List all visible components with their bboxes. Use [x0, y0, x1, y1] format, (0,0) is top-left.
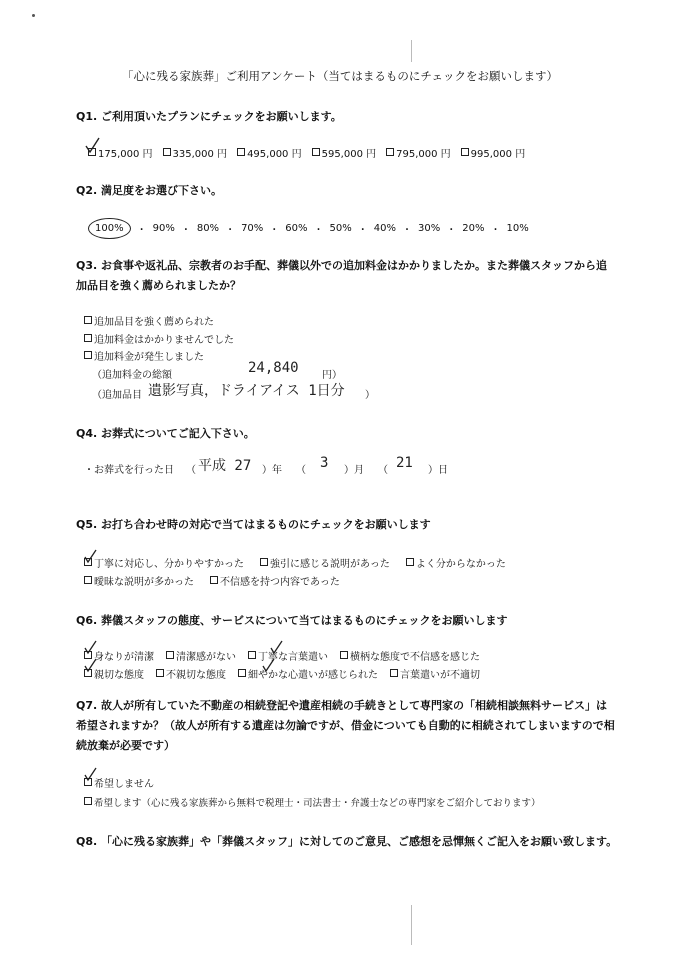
checkbox-icon[interactable] [156, 669, 164, 677]
q2-question: Q2. 満足度をお選び下さい。 [76, 184, 223, 197]
q3-question: Q3. お食事や返礼品、宗教者のお手配、葬儀以外での追加料金はかかりましたか。また葬儀スタッフから追加品目を強く薦められましたか？ [76, 259, 608, 292]
separator: ・ [402, 225, 412, 236]
q4-era-year[interactable]: 平成 27 [198, 458, 252, 474]
q3-option[interactable]: 追加料金はかかりませんでした [84, 331, 234, 346]
checkmark-icon [84, 658, 98, 674]
satisfaction-option-selected[interactable]: 100% [88, 218, 131, 239]
q1-question: Q1. ご利用頂いたプランにチェックをお願いします。 [76, 110, 342, 123]
q8-question: Q8. 「心に残る家族葬」や「葬儀スタッフ」に対してのご意見、ご感想を忌憚無くご記入をお願い致します。 [76, 835, 618, 848]
survey-title: 「心に残る家族葬」ご利用アンケート（当てはまるものにチェックをお願いします） [122, 69, 558, 83]
separator: ・ [357, 225, 368, 236]
q4-question: Q4. お葬式についてご記入下さい。 [76, 427, 255, 440]
separator: ・ [446, 225, 457, 236]
plan-option[interactable]: 795,000 円 [386, 145, 451, 160]
plan-option[interactable]: 335,000 円 [163, 145, 228, 160]
q3-total-value[interactable]: 24,840 [248, 360, 299, 376]
checkmark-icon [85, 137, 101, 155]
q5-option[interactable]: 不信感を持つ内容であった [210, 573, 340, 588]
plan-option[interactable]: 995,000 円 [461, 145, 526, 160]
scan-artifact-line [411, 40, 412, 62]
q6-option[interactable]: 親切な態度 [84, 666, 144, 681]
separator: ・ [313, 225, 324, 236]
q6-question: Q6. 葬儀スタッフの態度、サービスについて当てはまるものにチェックをお願いします [76, 614, 508, 627]
checkmark-icon [84, 549, 98, 565]
q7-option[interactable]: 希望します（心に残る家族葬から無料で税理士・司法書士・弁護士などの専門家をご紹介しております） [84, 795, 541, 809]
checkbox-icon[interactable] [390, 669, 398, 677]
satisfaction-option[interactable]: 90% [152, 223, 175, 234]
plan-option[interactable]: 175,000 円 [88, 145, 153, 160]
checkbox-icon[interactable] [237, 148, 245, 156]
q5-question: Q5. お打ち合わせ時の対応で当てはまるものにチェックをお願いします [76, 518, 431, 531]
q6-option[interactable]: 横柄な態度で不信感を感じた [340, 648, 480, 663]
checkbox-icon[interactable] [312, 148, 320, 156]
checkmark-icon [84, 640, 98, 656]
satisfaction-option[interactable]: 60% [285, 223, 308, 234]
checkbox-icon[interactable] [238, 669, 246, 677]
q4-paren: （ [186, 465, 196, 476]
satisfaction-option[interactable]: 40% [373, 223, 396, 234]
plan-option[interactable]: 595,000 円 [312, 145, 377, 160]
q5-option[interactable]: よく分からなかった [406, 555, 506, 570]
satisfaction-option[interactable]: 10% [506, 223, 529, 234]
q3-total-unit: 円） [322, 370, 342, 381]
satisfaction-option[interactable]: 20% [462, 223, 485, 234]
q6-options-row2 [84, 666, 480, 681]
q1-options [88, 145, 525, 160]
checkbox-icon[interactable] [84, 316, 92, 324]
checkbox-icon[interactable] [260, 558, 268, 566]
q4-year-unit: ）年 [262, 465, 282, 476]
satisfaction-option[interactable]: 30% [418, 223, 441, 234]
separator: ・ [136, 225, 147, 236]
q6-option[interactable]: 不親切な態度 [156, 666, 226, 681]
checkbox-icon[interactable] [166, 651, 174, 659]
checkbox-icon[interactable] [406, 558, 414, 566]
q4-month[interactable]: 3 [320, 455, 329, 471]
plan-option[interactable]: 495,000 円 [237, 145, 302, 160]
q5-option[interactable]: 丁寧に対応し、分かりやすかった [84, 555, 244, 570]
q3-items-label: （追加品目 [92, 390, 142, 401]
q4-month-unit: ）月 [344, 465, 364, 476]
checkmark-icon [262, 658, 276, 674]
q6-option[interactable]: 細やかな心遣いが感じられた [238, 666, 378, 681]
checkbox-icon[interactable] [163, 148, 171, 156]
q5-option[interactable]: 曖昧な説明が多かった [84, 573, 194, 588]
q7-question: Q7. 故人が所有していた不動産の相続登記や遺産相続の手続きとして専門家の「相続相談無料サービス」は希望されますか？（故人が所有する遺産は勿論ですが、借金についても自動的に相続されてしまいますので相続放棄が必要です） [76, 699, 615, 752]
q6-option[interactable]: 丁寧な言葉遣い [248, 648, 328, 663]
q2-options [88, 218, 529, 239]
q3-items-value[interactable]: 遺影写真，ドライアイス 1日分 [148, 383, 345, 399]
q5-option[interactable]: 強引に感じる説明があった [260, 555, 390, 570]
q7-option[interactable]: 希望しません [84, 775, 154, 790]
checkmark-icon [84, 767, 98, 783]
checkbox-icon[interactable] [386, 148, 394, 156]
q5-options-row1 [84, 555, 506, 570]
checkbox-icon[interactable] [461, 148, 469, 156]
checkbox-icon[interactable] [210, 576, 218, 584]
separator: ・ [490, 225, 501, 236]
satisfaction-option[interactable]: 50% [329, 223, 352, 234]
separator: ・ [269, 225, 280, 236]
q4-paren: （ [296, 465, 306, 476]
q4-day[interactable]: 21 [396, 455, 413, 471]
q3-total-label: （追加料金の総額 [92, 370, 172, 381]
scan-dot [32, 14, 35, 17]
checkbox-icon[interactable] [84, 334, 92, 342]
satisfaction-option[interactable]: 70% [241, 223, 264, 234]
separator: ・ [180, 225, 191, 236]
q6-option[interactable]: 言葉遣いが不適切 [390, 666, 480, 681]
separator: ・ [225, 225, 236, 236]
q4-paren: （ [378, 465, 388, 476]
q4-day-unit: ）日 [428, 465, 448, 476]
checkbox-icon[interactable] [340, 651, 348, 659]
q3-items-close: ） [365, 390, 375, 401]
q6-option[interactable]: 身なりが清潔 [84, 648, 154, 663]
checkbox-icon[interactable] [84, 797, 92, 805]
checkmark-icon [270, 640, 284, 656]
q3-option[interactable]: 追加料金が発生しました [84, 348, 204, 363]
q6-option[interactable]: 清潔感がない [166, 648, 236, 663]
q3-option[interactable]: 追加品目を強く薦められた [84, 313, 214, 328]
q4-date-label: ・お葬式を行った日 [84, 465, 174, 476]
checkbox-icon[interactable] [84, 351, 92, 359]
q5-options-row2 [84, 573, 340, 588]
checkbox-icon[interactable] [84, 576, 92, 584]
satisfaction-option[interactable]: 80% [196, 223, 220, 234]
checkbox-icon[interactable] [248, 651, 256, 659]
scan-artifact-line-bottom [411, 905, 412, 945]
